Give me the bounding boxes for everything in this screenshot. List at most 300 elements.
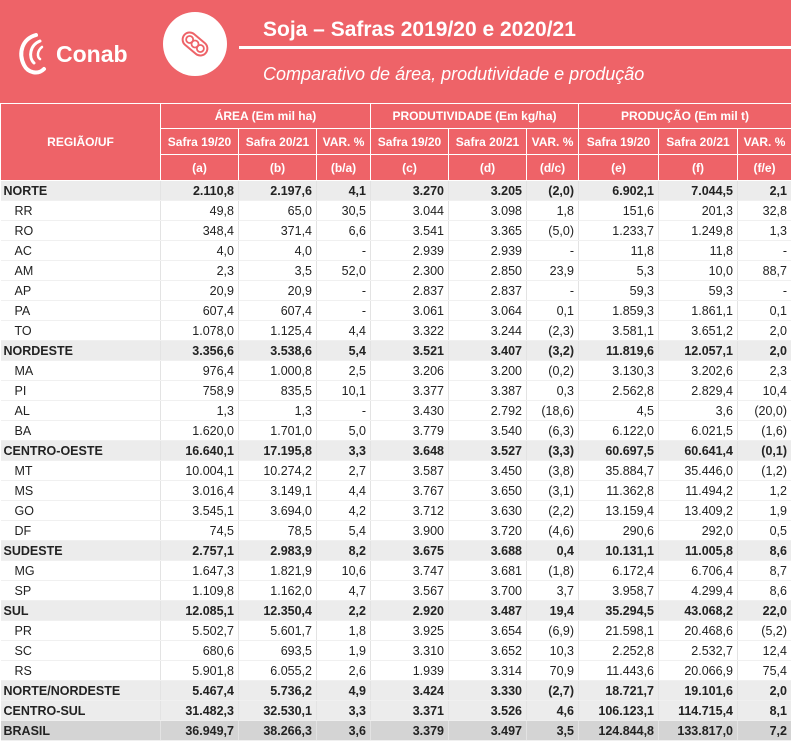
table-cell: - [738, 241, 791, 261]
table-cell: 0,1 [527, 301, 579, 321]
table-cell: 35.446,0 [659, 461, 738, 481]
table-cell: 2.532,7 [659, 641, 738, 661]
region-row [1, 601, 791, 621]
table-cell: 5.467,4 [161, 681, 239, 701]
table-cell: (3,3) [527, 441, 579, 461]
report-header [0, 0, 791, 103]
row-label: SUDESTE [1, 541, 161, 561]
table-cell: (3,1) [527, 481, 579, 501]
table-cell: 151,6 [579, 201, 659, 221]
row-label: DF [1, 521, 161, 541]
table-cell: 1,3 [738, 221, 791, 241]
table-cell: 2.792 [449, 401, 527, 421]
table-cell: 3.064 [449, 301, 527, 321]
row-label: CENTRO-SUL [1, 701, 161, 721]
table-cell: 3,6 [317, 721, 371, 741]
subheader: Safra 19/20 [161, 129, 239, 155]
table-row [1, 321, 791, 341]
table-cell: 3.356,6 [161, 341, 239, 361]
table-cell: 3.545,1 [161, 501, 239, 521]
table-cell: 3.541 [371, 221, 449, 241]
table-cell: (0,1) [738, 441, 791, 461]
region-row [1, 341, 791, 361]
table-cell: 10,6 [317, 561, 371, 581]
table-cell: 23,9 [527, 261, 579, 281]
table-cell: 35.884,7 [579, 461, 659, 481]
table-cell: 3.130,3 [579, 361, 659, 381]
column-letter: (b) [239, 155, 317, 181]
table-cell: 835,5 [239, 381, 317, 401]
table-cell: 12,4 [738, 641, 791, 661]
table-cell: 60.641,4 [659, 441, 738, 461]
table-cell: 1.859,3 [579, 301, 659, 321]
table-row [1, 621, 791, 641]
region-row [1, 541, 791, 561]
table-cell: 11.005,8 [659, 541, 738, 561]
table-cell: 8,6 [738, 581, 791, 601]
row-label: RR [1, 201, 161, 221]
table-row [1, 221, 791, 241]
table-cell: (2,7) [527, 681, 579, 701]
table-cell: (2,0) [527, 181, 579, 201]
table-cell: 3.200 [449, 361, 527, 381]
table-cell: (1,2) [738, 461, 791, 481]
table-cell: 2.837 [371, 281, 449, 301]
table-cell: 4,5 [579, 401, 659, 421]
table-cell: 8,7 [738, 561, 791, 581]
subheader: VAR. % [738, 129, 791, 155]
table-cell: 3.310 [371, 641, 449, 661]
table-cell: 2.850 [449, 261, 527, 281]
table-cell: 3.371 [371, 701, 449, 721]
table-row [1, 381, 791, 401]
table-row [1, 401, 791, 421]
row-label: BRASIL [1, 721, 161, 741]
subheader: VAR. % [527, 129, 579, 155]
table-cell: 3.538,6 [239, 341, 317, 361]
table-cell: 607,4 [239, 301, 317, 321]
table-cell: 78,5 [239, 521, 317, 541]
table-cell: 20,9 [239, 281, 317, 301]
table-cell: 3,6 [659, 401, 738, 421]
row-label: AP [1, 281, 161, 301]
row-label: PA [1, 301, 161, 321]
table-cell: 5,0 [317, 421, 371, 441]
table-cell: 2.252,8 [579, 641, 659, 661]
table-cell: 2,3 [161, 261, 239, 281]
table-cell: 693,5 [239, 641, 317, 661]
table-cell: 6.055,2 [239, 661, 317, 681]
table-row [1, 361, 791, 381]
table-cell: 3.900 [371, 521, 449, 541]
table-cell: 20.468,6 [659, 621, 738, 641]
table-cell: 371,4 [239, 221, 317, 241]
table-cell: 8,6 [738, 541, 791, 561]
region-column-header: REGIÃO/UF [1, 104, 161, 181]
table-cell: 1,8 [527, 201, 579, 221]
table-cell: 32.530,1 [239, 701, 317, 721]
table-cell: 3.694,0 [239, 501, 317, 521]
row-label: PI [1, 381, 161, 401]
table-cell: 6.122,0 [579, 421, 659, 441]
table-cell: 3.581,1 [579, 321, 659, 341]
table-cell: 114.715,4 [659, 701, 738, 721]
table-cell: 124.844,8 [579, 721, 659, 741]
table-cell: 2.562,8 [579, 381, 659, 401]
row-label: AC [1, 241, 161, 261]
region-row [1, 441, 791, 461]
table-cell: 6.172,4 [579, 561, 659, 581]
table-row [1, 201, 791, 221]
row-label: RS [1, 661, 161, 681]
row-label: SC [1, 641, 161, 661]
table-cell: 2,2 [317, 601, 371, 621]
table-cell: 4,2 [317, 501, 371, 521]
row-label: PR [1, 621, 161, 641]
table-cell: 3.540 [449, 421, 527, 441]
table-cell: 1.701,0 [239, 421, 317, 441]
table-cell: 10,1 [317, 381, 371, 401]
table-cell: 13.159,4 [579, 501, 659, 521]
table-cell: 1,8 [317, 621, 371, 641]
table-cell: 2.920 [371, 601, 449, 621]
table-cell: 10,4 [738, 381, 791, 401]
table-cell: 4.299,4 [659, 581, 738, 601]
table-row [1, 561, 791, 581]
row-label: MG [1, 561, 161, 581]
region-row [1, 681, 791, 701]
table-cell: 36.949,7 [161, 721, 239, 741]
table-cell: 88,7 [738, 261, 791, 281]
table-cell: 680,6 [161, 641, 239, 661]
table-cell: 2,0 [738, 341, 791, 361]
table-cell: 0,1 [738, 301, 791, 321]
table-cell: 0,5 [738, 521, 791, 541]
table-cell: (20,0) [738, 401, 791, 421]
table-cell: 5.736,2 [239, 681, 317, 701]
table-cell: 22,0 [738, 601, 791, 621]
region-row [1, 701, 791, 721]
table-cell: 3.747 [371, 561, 449, 581]
column-letter: (d) [449, 155, 527, 181]
table-cell: 10.274,2 [239, 461, 317, 481]
row-label: CENTRO-OESTE [1, 441, 161, 461]
subheader: Safra 20/21 [239, 129, 317, 155]
table-cell: 10,3 [527, 641, 579, 661]
row-label: NORDESTE [1, 341, 161, 361]
table-cell: 2.837 [449, 281, 527, 301]
table-cell: 70,9 [527, 661, 579, 681]
table-cell: 106.123,1 [579, 701, 659, 721]
table-cell: 1.233,7 [579, 221, 659, 241]
table-cell: 74,5 [161, 521, 239, 541]
table-cell: 3.650 [449, 481, 527, 501]
table-cell: 4,1 [317, 181, 371, 201]
table-cell: 43.068,2 [659, 601, 738, 621]
table-cell: 3.016,4 [161, 481, 239, 501]
group-header-productivity: PRODUTIVIDADE (Em kg/ha) [371, 104, 579, 129]
table-cell: 3.675 [371, 541, 449, 561]
table-cell: 3.424 [371, 681, 449, 701]
table-cell: (2,2) [527, 501, 579, 521]
table-cell: 201,3 [659, 201, 738, 221]
table-cell: 5.901,8 [161, 661, 239, 681]
table-cell: 292,0 [659, 521, 738, 541]
table-row [1, 521, 791, 541]
table-cell: 12.085,1 [161, 601, 239, 621]
table-row [1, 581, 791, 601]
table-cell: 3.098 [449, 201, 527, 221]
table-cell: (18,6) [527, 401, 579, 421]
table-cell: 19.101,6 [659, 681, 738, 701]
table-cell: 59,3 [659, 281, 738, 301]
row-label: BA [1, 421, 161, 441]
table-cell: 3.244 [449, 321, 527, 341]
table-cell: 2,7 [317, 461, 371, 481]
row-label: TO [1, 321, 161, 341]
column-letter: (c) [371, 155, 449, 181]
table-cell: 5.502,7 [161, 621, 239, 641]
table-cell: (6,9) [527, 621, 579, 641]
table-cell: 3.526 [449, 701, 527, 721]
subheader: VAR. % [317, 129, 371, 155]
table-cell: 1.125,4 [239, 321, 317, 341]
table-cell: 3.430 [371, 401, 449, 421]
table-cell: 2.939 [371, 241, 449, 261]
table-cell: 10.131,1 [579, 541, 659, 561]
table-cell: 3.330 [449, 681, 527, 701]
table-cell: 3.652 [449, 641, 527, 661]
table-row [1, 661, 791, 681]
total-row [1, 721, 791, 741]
table-cell: 16.640,1 [161, 441, 239, 461]
table-cell: 3.407 [449, 341, 527, 361]
table-cell: 11,8 [659, 241, 738, 261]
table-cell: 10.004,1 [161, 461, 239, 481]
table-cell: 30,5 [317, 201, 371, 221]
table-cell: 3.648 [371, 441, 449, 461]
table-cell: 5,4 [317, 521, 371, 541]
table-cell: 976,4 [161, 361, 239, 381]
row-label: NORTE [1, 181, 161, 201]
table-cell: 1,2 [738, 481, 791, 501]
table-cell: - [317, 401, 371, 421]
table-cell: (5,2) [738, 621, 791, 641]
group-header-production: PRODUÇÃO (Em mil t) [579, 104, 791, 129]
table-cell: (3,2) [527, 341, 579, 361]
table-cell: 65,0 [239, 201, 317, 221]
table-cell: 2.939 [449, 241, 527, 261]
group-header-area: ÁREA (Em mil ha) [161, 104, 371, 129]
subheader: Safra 20/21 [659, 129, 738, 155]
table-cell: (0,2) [527, 361, 579, 381]
table-cell: 35.294,5 [579, 601, 659, 621]
table-cell: 1,9 [738, 501, 791, 521]
conab-logo [16, 26, 136, 82]
table-cell: 4,4 [317, 321, 371, 341]
table-cell: 3.958,7 [579, 581, 659, 601]
table-cell: 3.314 [449, 661, 527, 681]
table-cell: 11.819,6 [579, 341, 659, 361]
table-cell: 8,2 [317, 541, 371, 561]
table-cell: 4,6 [527, 701, 579, 721]
table-cell: 3.377 [371, 381, 449, 401]
table-cell: 3.681 [449, 561, 527, 581]
table-cell: 11,8 [579, 241, 659, 261]
table-cell: 2.110,8 [161, 181, 239, 201]
row-label: NORTE/NORDESTE [1, 681, 161, 701]
table-cell: 4,0 [161, 241, 239, 261]
table-cell: 12.057,1 [659, 341, 738, 361]
table-cell: 348,4 [161, 221, 239, 241]
column-letter: (f) [659, 155, 738, 181]
table-cell: 3.587 [371, 461, 449, 481]
table-cell: - [527, 241, 579, 261]
table-cell: 5.601,7 [239, 621, 317, 641]
region-row [1, 181, 791, 201]
row-label: AL [1, 401, 161, 421]
row-label: AM [1, 261, 161, 281]
table-cell: - [317, 301, 371, 321]
table-cell: 0,3 [527, 381, 579, 401]
table-cell: 3.688 [449, 541, 527, 561]
table-cell: (5,0) [527, 221, 579, 241]
table-cell: 3.779 [371, 421, 449, 441]
table-cell: 20.066,9 [659, 661, 738, 681]
table-row [1, 501, 791, 521]
table-cell: (2,3) [527, 321, 579, 341]
table-cell: 2,6 [317, 661, 371, 681]
table-cell: 2,0 [738, 321, 791, 341]
table-cell: 3,3 [317, 441, 371, 461]
column-letter: (d/c) [527, 155, 579, 181]
page-subtitle: Comparativo de área, produtividade e produção [263, 64, 645, 84]
column-letter: (a) [161, 155, 239, 181]
table-cell: 4,9 [317, 681, 371, 701]
table-cell: 13.409,2 [659, 501, 738, 521]
table-cell: 7,2 [738, 721, 791, 741]
table-cell: (6,3) [527, 421, 579, 441]
row-label: MT [1, 461, 161, 481]
subheader: Safra 19/20 [371, 129, 449, 155]
table-cell: 1.647,3 [161, 561, 239, 581]
table-cell: 3.044 [371, 201, 449, 221]
table-body [1, 181, 791, 741]
table-cell: 20,9 [161, 281, 239, 301]
column-letter: (f/e) [738, 155, 791, 181]
table-row [1, 241, 791, 261]
table-cell: 11.494,2 [659, 481, 738, 501]
table-cell: 3.061 [371, 301, 449, 321]
table-cell: 3.270 [371, 181, 449, 201]
table-cell: 75,4 [738, 661, 791, 681]
table-cell: 3.567 [371, 581, 449, 601]
table-cell: 2.983,9 [239, 541, 317, 561]
table-cell: 133.817,0 [659, 721, 738, 741]
table-cell: 1.821,9 [239, 561, 317, 581]
table-cell: 5,3 [579, 261, 659, 281]
table-cell: 52,0 [317, 261, 371, 281]
table-cell: 2.197,6 [239, 181, 317, 201]
table-cell: 1.249,8 [659, 221, 738, 241]
table-cell: 8,1 [738, 701, 791, 721]
table-cell: 758,9 [161, 381, 239, 401]
table-cell: 4,7 [317, 581, 371, 601]
table-cell: 3,5 [239, 261, 317, 281]
table-cell: 3.700 [449, 581, 527, 601]
table-cell: 3.487 [449, 601, 527, 621]
table-row [1, 421, 791, 441]
table-cell: (4,6) [527, 521, 579, 541]
table-cell: 3,5 [527, 721, 579, 741]
table-cell: 3.149,1 [239, 481, 317, 501]
table-cell: 38.266,3 [239, 721, 317, 741]
table-cell: 2,5 [317, 361, 371, 381]
table-cell: 2.757,1 [161, 541, 239, 561]
table-cell: 49,8 [161, 201, 239, 221]
table-cell: 3.630 [449, 501, 527, 521]
table-row [1, 301, 791, 321]
table-cell: 1,3 [239, 401, 317, 421]
table-cell: 0,4 [527, 541, 579, 561]
table-cell: 6.706,4 [659, 561, 738, 581]
table-cell: 3.521 [371, 341, 449, 361]
table-cell: 3.206 [371, 361, 449, 381]
table-cell: 2,3 [738, 361, 791, 381]
soja-comparison-table [0, 103, 791, 741]
table-cell: 4,4 [317, 481, 371, 501]
table-cell: (1,6) [738, 421, 791, 441]
table-cell: 3.205 [449, 181, 527, 201]
table-cell: 6,6 [317, 221, 371, 241]
table-cell: 3.654 [449, 621, 527, 641]
table-cell: 1.000,8 [239, 361, 317, 381]
table-cell: 3.527 [449, 441, 527, 461]
table-cell: 1.861,1 [659, 301, 738, 321]
table-cell: 60.697,5 [579, 441, 659, 461]
table-cell: (1,8) [527, 561, 579, 581]
table-cell: - [738, 281, 791, 301]
row-label: RO [1, 221, 161, 241]
table-row [1, 461, 791, 481]
table-cell: 3.651,2 [659, 321, 738, 341]
table-cell: 21.598,1 [579, 621, 659, 641]
table-cell: 1.620,0 [161, 421, 239, 441]
table-cell: 3.450 [449, 461, 527, 481]
table-cell: 3.365 [449, 221, 527, 241]
table-row [1, 641, 791, 661]
table-cell: 2,0 [738, 681, 791, 701]
table-cell: 3,7 [527, 581, 579, 601]
table-cell: 3.322 [371, 321, 449, 341]
row-label: GO [1, 501, 161, 521]
table-cell: 2.829,4 [659, 381, 738, 401]
table-cell: 6.902,1 [579, 181, 659, 201]
table-cell: 7.044,5 [659, 181, 738, 201]
row-label: MA [1, 361, 161, 381]
table-cell: 1.078,0 [161, 321, 239, 341]
table-cell: 1.162,0 [239, 581, 317, 601]
conab-swirl-icon [16, 31, 50, 77]
row-label: MS [1, 481, 161, 501]
table-cell: 17.195,8 [239, 441, 317, 461]
table-cell: 3.379 [371, 721, 449, 741]
table-cell: 1,3 [161, 401, 239, 421]
table-cell: 3.387 [449, 381, 527, 401]
column-letter: (e) [579, 155, 659, 181]
table-row [1, 261, 791, 281]
table-cell: 31.482,3 [161, 701, 239, 721]
